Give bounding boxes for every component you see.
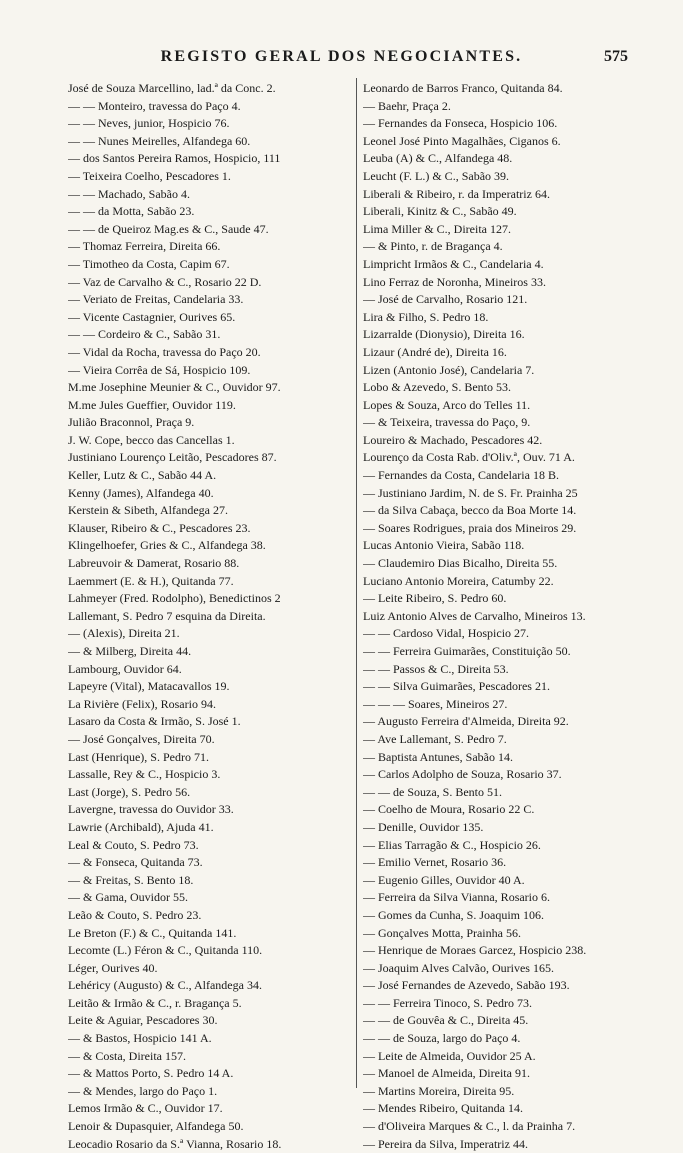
directory-entry: — & Milberg, Direita 44. (68, 644, 192, 658)
directory-entry: — Soares Rodrigues, praia dos Mineiros 29. (363, 520, 577, 535)
directory-entry: Last (Jorge), S. Pedro 56. (68, 784, 191, 799)
directory-entry: Lizaur (André de), Direita 16. (363, 344, 507, 359)
directory-entry: — (Alexis), Direita 21. (68, 626, 180, 641)
directory-entry: — & Freitas, S. Bento 18. (68, 872, 194, 887)
directory-entry: Leonel José Pinto Magalhães, Ciganos 6. (363, 133, 561, 148)
directory-entry: J. W. Cope, becco das Cancellas 1. (68, 432, 235, 447)
directory-entry: Limpricht Irmãos & C., Candelaria 4. (363, 256, 544, 271)
directory-entry: Lenoir & Dupasquier, Alfandega 50. (68, 1119, 244, 1134)
directory-entry: Leocadio Rosario da S.ª Vianna, Rosario 18. (68, 1136, 282, 1151)
directory-entry: Lavergne, travessa do Ouvidor 33. (68, 802, 234, 817)
directory-entry: Liberali & Ribeiro, r. da Imperatriz 64. (363, 186, 550, 201)
directory-entry: — Emilio Vernet, Rosario 36. (363, 855, 507, 870)
directory-entry: — & Mattos Porto, S. Pedro 14 A. (68, 1066, 234, 1081)
directory-entry: Leite & Aguiar, Pescadores 30. (68, 1013, 218, 1028)
directory-entry: — Veriato de Freitas, Candelaria 33. (68, 292, 244, 307)
directory-entry: — Claudemiro Dias Bicalho, Direita 55. (363, 556, 558, 571)
directory-entry: M.me Jules Gueffier, Ouvidor 119. (68, 397, 236, 412)
directory-entry: — — de Queiroz Mag.es & C., Saude 47. (68, 221, 269, 236)
directory-entry: Lira & Filho, S. Pedro 18. (363, 309, 489, 324)
directory-entry: — José de Carvalho, Rosario 121. (363, 292, 528, 307)
directory-entry: Lambourg, Ouvidor 64. (68, 661, 182, 676)
directory-entry: — Vaz de Carvalho & C., Rosario 22 D. (68, 274, 262, 289)
directory-entry: — Leite de Almeida, Ouvidor 25 A. (363, 1048, 536, 1063)
directory-entry: — Baptista Antunes, Sabão 14. (363, 749, 513, 764)
directory-entry: — Joaquim Alves Calvão, Ourives 165. (363, 960, 554, 975)
directory-entry: — — Ferreira Tinoco, S. Pedro 73. (363, 995, 532, 1010)
directory-entry: José de Souza Marcellino, lad.ª da Conc. 2. (68, 81, 276, 95)
directory-entry: — Leite Ribeiro, S. Pedro 60. (363, 591, 507, 606)
directory-entry: Leal & Couto, S. Pedro 73. (68, 837, 199, 852)
directory-entry: — Pereira da Silva, Imperatriz 44. (363, 1136, 528, 1151)
directory-entry: — & Pinto, r. de Bragança 4. (363, 239, 503, 254)
directory-entry: — Augusto Ferreira d'Almeida, Direita 92. (363, 714, 569, 729)
directory-entry: — — Silva Guimarães, Pescadores 21. (363, 679, 550, 694)
directory-entry: Léger, Ourives 40. (68, 960, 158, 975)
directory-entry: Lobo & Azevedo, S. Bento 53. (363, 380, 511, 395)
directory-entry: Lopes & Souza, Arco do Telles 11. (363, 397, 531, 412)
directory-entry: Keller, Lutz & C., Sabão 44 A. (68, 468, 217, 483)
directory-entry: Lehéricy (Augusto) & C., Alfandega 34. (68, 978, 262, 993)
directory-entry: Lawrie (Archibald), Ajuda 41. (68, 819, 214, 834)
directory-entry: M.me Josephine Meunier & C., Ouvidor 97. (68, 380, 281, 395)
page-number: 575 (604, 48, 628, 65)
directory-entry: Lemos Irmão & C., Ouvidor 17. (68, 1101, 223, 1116)
directory-entry: — da Silva Cabaça, becco da Boa Morte 14. (363, 503, 577, 518)
directory-entry: Labreuvoir & Damerat, Rosario 88. (68, 556, 240, 571)
directory-entry: La Rivière (Felix), Rosario 94. (68, 696, 216, 711)
directory-entry: Luiz Antonio Alves de Carvalho, Mineiros 13. (363, 608, 586, 623)
directory-entry: Lourenço da Costa Rab. d'Oliv.ª, Ouv. 71 A. (363, 450, 575, 465)
directory-entry: — Manoel de Almeida, Direita 91. (363, 1066, 530, 1081)
directory-entry: Leão & Couto, S. Pedro 23. (68, 907, 202, 922)
directory-entry: Luciano Antonio Moreira, Catumby 22. (363, 573, 554, 588)
directory-entry: — — de Gouvêa & C., Direita 45. (363, 1013, 529, 1028)
directory-entry: Lima Miller & C., Direita 127. (363, 221, 511, 236)
directory-entry: — Eugenio Gilles, Ouvidor 40 A. (363, 872, 525, 887)
directory-entry: — — Neves, junior, Hospicio 76. (68, 116, 230, 131)
directory-entry: — — Ferreira Guimarães, Constituição 50. (363, 644, 571, 658)
directory-entry: Last (Henrique), S. Pedro 71. (68, 749, 209, 764)
directory-entry: Lecomte (L.) Féron & C., Quitanda 110. (68, 943, 263, 958)
directory-entry: — & Fonseca, Quitanda 73. (68, 855, 203, 870)
directory-entry: — Coelho de Moura, Rosario 22 C. (363, 802, 535, 817)
directory-entry: — Martins Moreira, Direita 95. (363, 1083, 515, 1098)
directory-entry: Klauser, Ribeiro & C., Pescadores 23. (68, 520, 251, 535)
directory-entry: Leuba (A) & C., Alfandega 48. (363, 151, 513, 166)
directory-entry: — Fernandes da Fonseca, Hospicio 106. (363, 116, 558, 131)
directory-entry: Lizarralde (Dionysio), Direita 16. (363, 327, 525, 342)
directory-entry: Justiniano Lourenço Leitão, Pescadores 87. (68, 450, 277, 465)
directory-entry: Julião Braconnol, Praça 9. (68, 415, 195, 430)
directory-entry: — — Machado, Sabão 4. (68, 186, 190, 201)
directory-entry: Leitão & Irmão & C., r. Bragança 5. (68, 995, 242, 1010)
directory-entry: — José Gonçalves, Direita 70. (68, 731, 215, 746)
right-column (363, 80, 653, 1153)
page-title: REGISTO GERAL DOS NEGOCIANTES. (160, 48, 523, 65)
directory-entry: — — — Soares, Mineiros 27. (363, 696, 508, 711)
directory-entry: Lapeyre (Vital), Matacavallos 19. (68, 679, 230, 694)
directory-entry: — — Passos & C., Direita 53. (363, 661, 509, 676)
directory-entry: — Henrique de Moraes Garcez, Hospicio 238. (363, 943, 587, 958)
directory-entry: Leonardo de Barros Franco, Quitanda 84. (363, 81, 563, 95)
directory-entry: Lasaro da Costa & Irmão, S. José 1. (68, 714, 241, 729)
page-header (0, 48, 683, 74)
directory-entry: — Elias Tarragão & C., Hospicio 26. (363, 837, 541, 852)
directory-entry: — — da Motta, Sabão 23. (68, 204, 195, 219)
directory-entry: Le Breton (F.) & C., Quitanda 141. (68, 925, 237, 940)
directory-entry: — Vieira Corrêa de Sá, Hospicio 109. (68, 362, 251, 377)
directory-entry: — Vicente Castagnier, Ourives 65. (68, 309, 236, 324)
directory-entry: Lino Ferraz de Noronha, Mineiros 33. (363, 274, 546, 289)
directory-entry: — Fernandes da Costa, Candelaria 18 B. (363, 468, 559, 483)
directory-entry: Loureiro & Machado, Pescadores 42. (363, 432, 543, 447)
directory-entry: — — Nunes Meirelles, Alfandega 60. (68, 133, 251, 148)
directory-entry: — Teixeira Coelho, Pescadores 1. (68, 168, 231, 183)
directory-entry: — Timotheo da Costa, Capim 67. (68, 256, 230, 271)
directory-entry: — Gomes da Cunha, S. Joaquim 106. (363, 907, 544, 922)
directory-entry: Kerstein & Sibeth, Alfandega 27. (68, 503, 228, 518)
directory-entry: — José Fernandes de Azevedo, Sabão 193. (363, 978, 570, 993)
directory-entry: — & Costa, Direita 157. (68, 1048, 186, 1063)
column-divider (356, 78, 357, 1088)
directory-entry: — Gonçalves Motta, Prainha 56. (363, 925, 521, 940)
directory-entry: — & Gama, Ouvidor 55. (68, 890, 188, 905)
directory-entry: Laemmert (E. & H.), Quitanda 77. (68, 573, 234, 588)
directory-entry: Liberali, Kinitz & C., Sabão 49. (363, 204, 517, 219)
directory-entry: Klingelhoefer, Gries & C., Alfandega 38. (68, 538, 266, 553)
directory-entry: Lizen (Antonio José), Candelaria 7. (363, 362, 535, 377)
directory-entry: — — de Souza, S. Bento 51. (363, 784, 502, 799)
directory-entry: — Vidal da Rocha, travessa do Paço 20. (68, 344, 261, 359)
directory-entry: — Baehr, Praça 2. (363, 98, 451, 113)
directory-entry: — Mendes Ribeiro, Quitanda 14. (363, 1101, 523, 1116)
directory-entry: Kenny (James), Alfandega 40. (68, 485, 214, 500)
directory-entry: — — Cardoso Vidal, Hospicio 27. (363, 626, 530, 641)
directory-entry: — — Cordeiro & C., Sabão 31. (68, 327, 221, 342)
directory-entry: Lallemant, S. Pedro 7 esquina da Direita. (68, 608, 266, 623)
left-column (68, 80, 354, 1153)
directory-entry: — — Monteiro, travessa do Paço 4. (68, 98, 241, 113)
directory-entry: — & Bastos, Hospicio 141 A. (68, 1031, 212, 1046)
directory-entry: — Thomaz Ferreira, Direita 66. (68, 239, 221, 254)
directory-entry: Lahmeyer (Fred. Rodolpho), Benedictinos 2 (68, 591, 281, 606)
directory-entry: Leucht (F. L.) & C., Sabão 39. (363, 168, 510, 183)
directory-entry: — Ferreira da Silva Vianna, Rosario 6. (363, 890, 551, 905)
directory-entry: — Carlos Adolpho de Souza, Rosario 37. (363, 767, 562, 782)
directory-entry: — — de Souza, largo do Paço 4. (363, 1031, 521, 1046)
directory-entry: — dos Santos Pereira Ramos, Hospicio, 111 (68, 151, 281, 166)
directory-entry: — Justiniano Jardim, N. de S. Fr. Prainha 25 (363, 485, 578, 500)
directory-entry: — d'Oliveira Marques & C., l. da Prainha 7. (363, 1119, 576, 1134)
directory-entry: Lucas Antonio Vieira, Sabão 118. (363, 538, 525, 553)
directory-entry: Lassalle, Rey & C., Hospicio 3. (68, 767, 221, 782)
directory-entry: — & Teixeira, travessa do Paço, 9. (363, 415, 531, 430)
directory-entry: — Denille, Ouvidor 135. (363, 819, 484, 834)
directory-entry: — Ave Lallemant, S. Pedro 7. (363, 731, 507, 746)
directory-entry: — & Mendes, largo do Paço 1. (68, 1083, 218, 1098)
